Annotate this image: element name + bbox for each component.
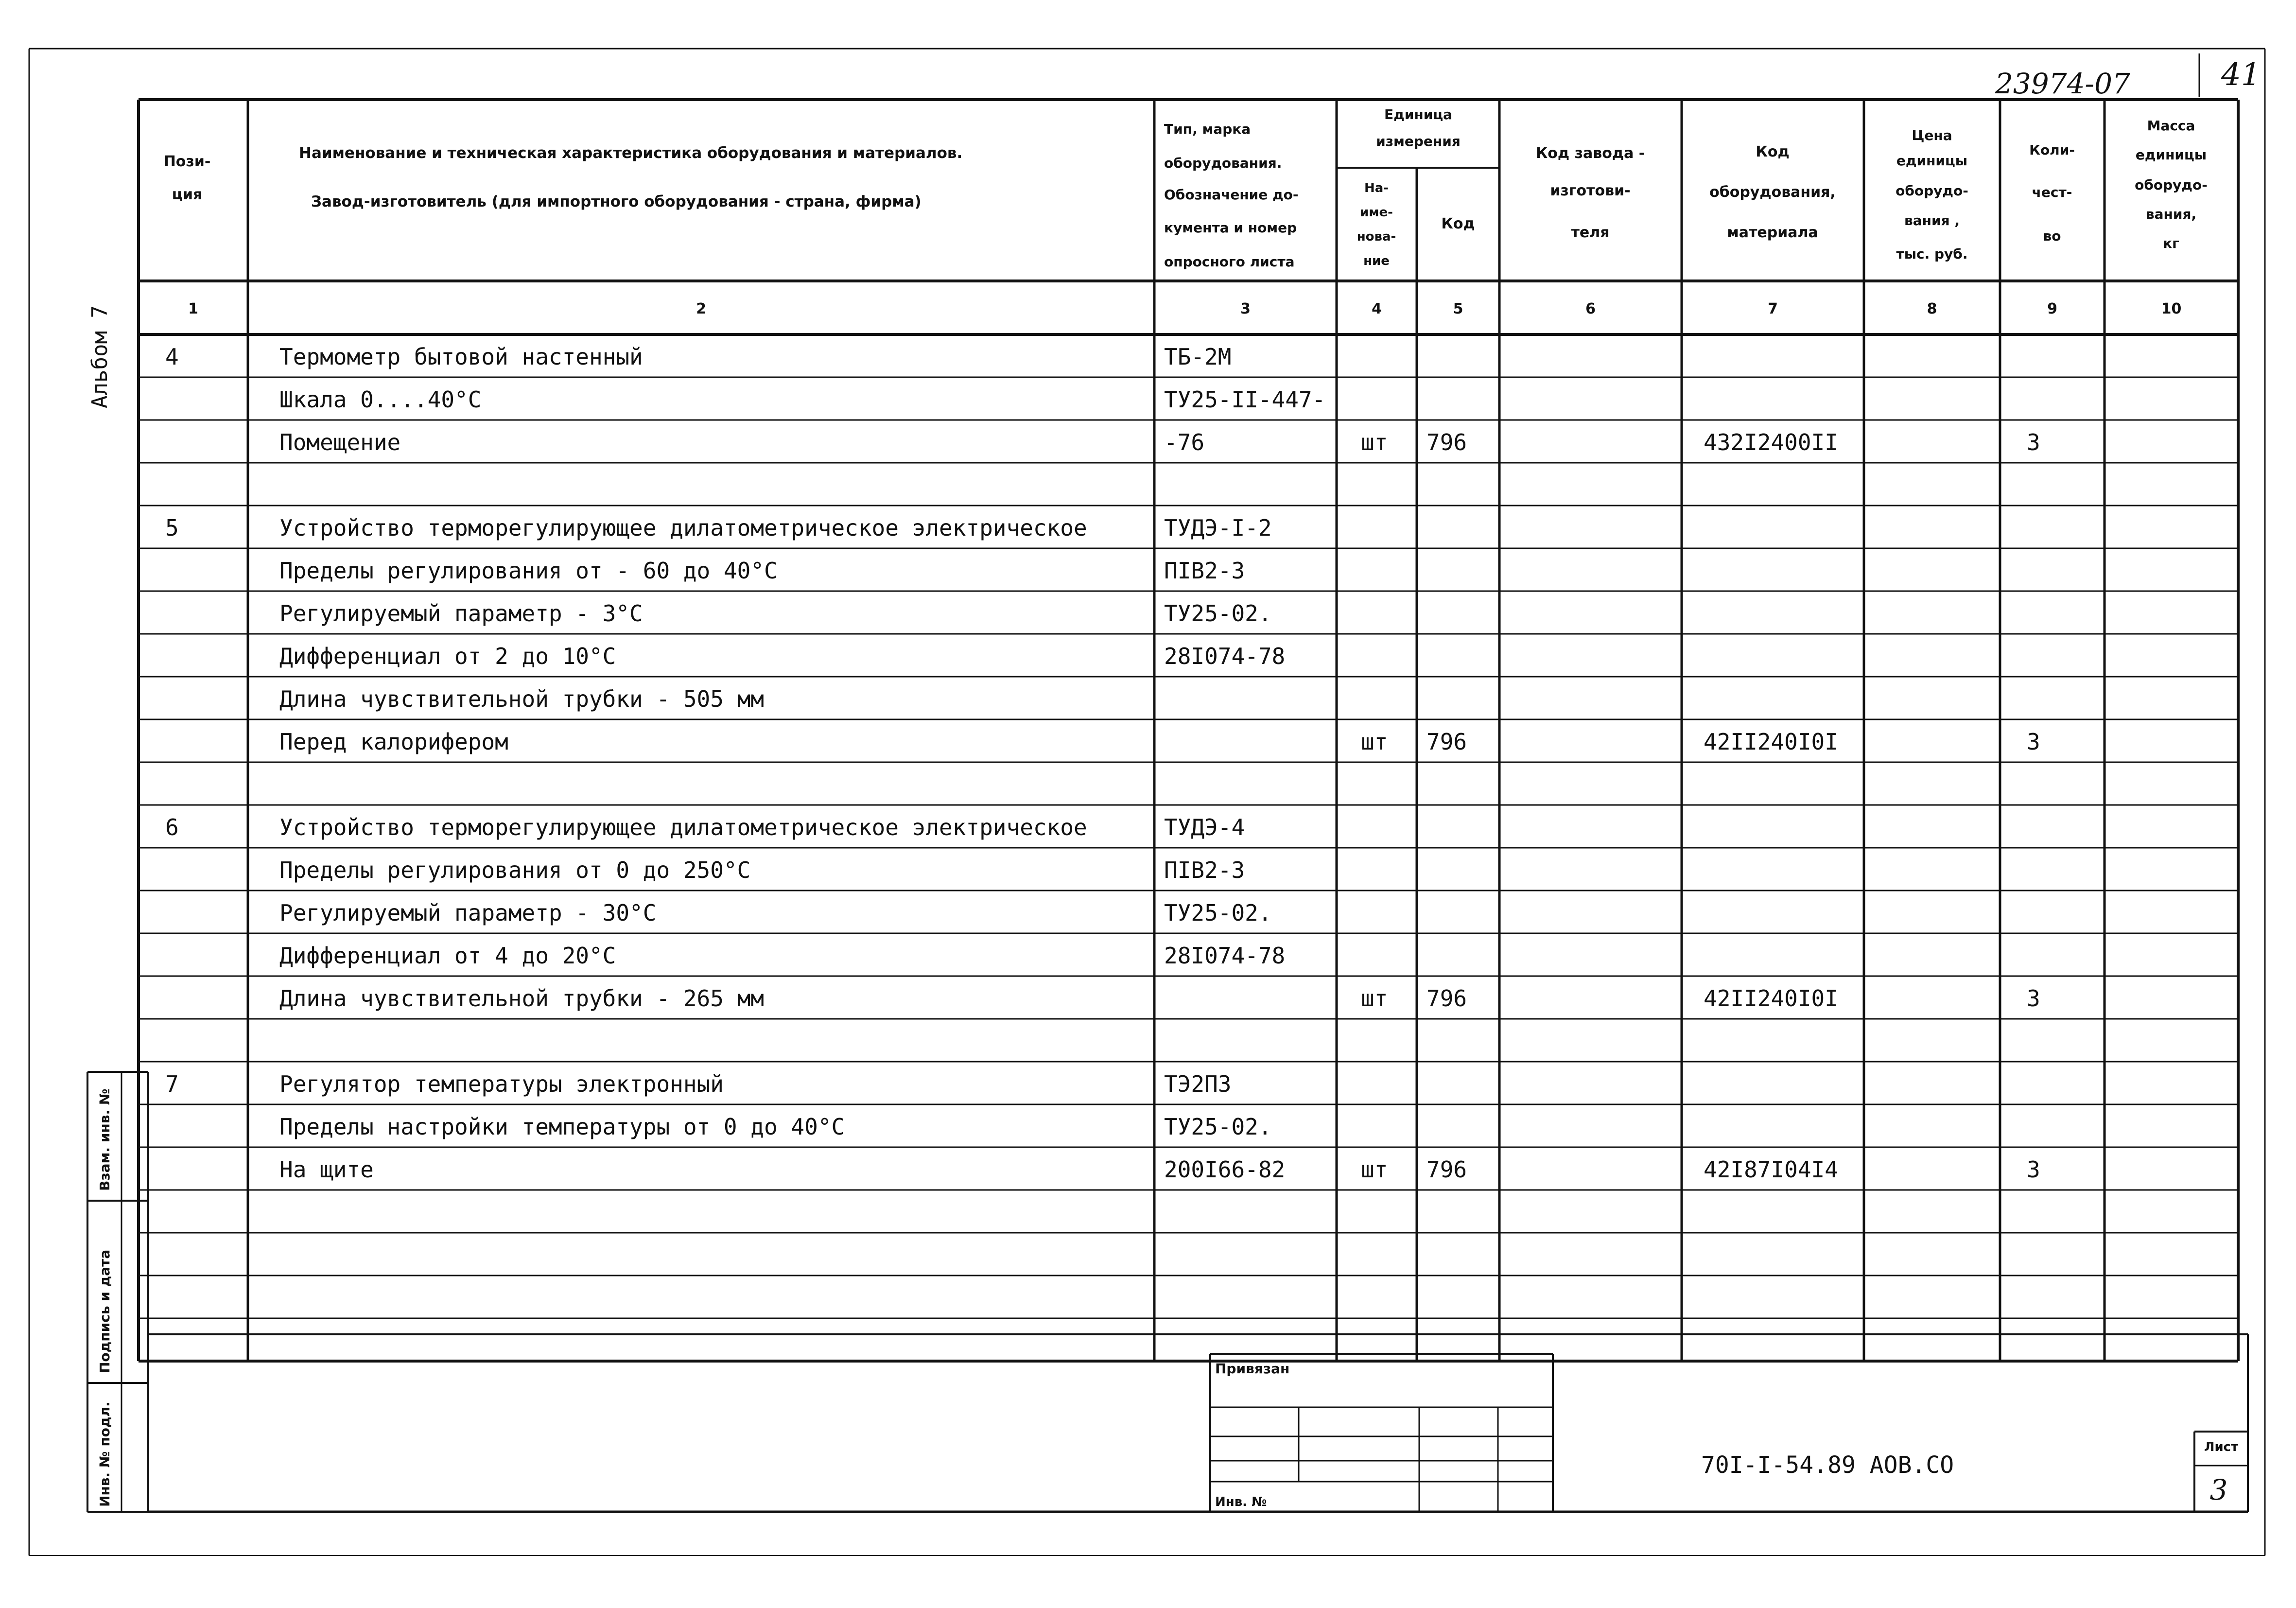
header-factory-code: изготови- [1550,182,1631,199]
album-label: Альбом 7 [87,305,112,408]
row-type: ТУ25-02. [1164,600,1272,627]
row-unit-code: 796 [1426,429,1467,455]
page-number: 41 [2221,57,2261,93]
header-mass: вания, [2145,206,2197,222]
row-name: Дифференциал от 4 до 20°С [279,943,616,969]
stamp-signature-date: Подпись и дата [97,1249,113,1373]
column-number: 1 [188,300,198,317]
row-unit-code: 796 [1426,1156,1467,1183]
row-name: Перед калорифером [279,729,508,755]
column-number: 6 [1585,300,1596,317]
row-name: Термометр бытовой настенный [279,344,643,370]
column-number: 3 [1240,300,1251,317]
row-equipment-code: 42II240I0I [1704,985,1838,1012]
row-type: ТУ25-II-447- [1164,386,1326,413]
header-unit-name: ние [1363,254,1390,268]
header-mass: оборудо- [2135,177,2208,193]
row-name: Длина чувствительной трубки - 265 мм [279,985,764,1012]
row-unit: шт [1361,429,1388,455]
row-unit-code: 796 [1426,729,1467,755]
row-name: Шкала 0....40°С [279,386,482,413]
row-type: ПIВ2-3 [1164,558,1245,584]
sheet-number: 3 [2209,1473,2228,1506]
stamp-original-inventory: Инв. № подл. [97,1401,113,1507]
header-quantity: во [2043,228,2061,244]
row-name: Пределы регулирования от 0 до 250°С [279,857,751,883]
row-name: Пределы настройки температуры от 0 до 40°С [279,1114,845,1140]
row-unit: шт [1361,1156,1388,1183]
row-unit: шт [1361,729,1388,755]
row-type: ПIВ2-3 [1164,857,1245,883]
row-name: На щите [279,1156,374,1183]
header-name: Завод-изготовитель (для импортного оборудования - страна, фирма) [311,193,922,210]
row-type: ТУДЭ-4 [1164,814,1245,840]
row-name: Пределы регулирования от - 60 до 40°С [279,558,778,584]
row-unit-code: 796 [1426,985,1467,1012]
row-quantity: 3 [2027,429,2040,455]
header-unit-name: На- [1364,181,1389,195]
column-number: 7 [1768,300,1778,317]
stamp-replaced-inventory: Взам. инв. № [97,1088,113,1191]
row-type: 28I074-78 [1164,643,1286,669]
row-type: 28I074-78 [1164,943,1286,969]
row-type: -76 [1164,429,1205,455]
header-position: ция [172,186,203,203]
inventory-label: Инв. № [1215,1495,1267,1509]
row-type: ТЭ2ПЗ [1164,1071,1232,1097]
row-name: Устройство терморегулирующее дилатометрическое электрическое [279,515,1087,541]
header-unit-name: име- [1360,205,1393,220]
row-type: ТУДЭ-I-2 [1164,515,1272,541]
column-number: 9 [2047,300,2057,317]
header-unit-code: Код [1441,215,1475,232]
row-equipment-code: 42I87I04I4 [1704,1156,1838,1183]
row-equipment-code: 42II240I0I [1704,729,1838,755]
row-position: 4 [165,344,179,370]
attached-label: Привязан [1215,1361,1290,1377]
header-type: опросного листа [1164,254,1295,270]
header-type: Тип, марка [1164,121,1251,137]
row-equipment-code: 432I2400II [1704,429,1838,455]
column-number: 5 [1453,300,1463,317]
header-equipment-code: оборудования, [1709,184,1836,201]
header-price: оборудо- [1896,183,1968,199]
archive-number: 23974-07 [1995,67,2130,100]
header-type: кумента и номер [1164,220,1297,236]
header-position: Пози- [163,153,211,170]
column-number: 2 [696,300,706,317]
header-mass: Масса [2147,118,2195,134]
header-unit: Единица [1384,106,1452,122]
header-price: единицы [1896,153,1968,169]
row-type: ТУ25-02. [1164,1114,1272,1140]
row-name: Длина чувствительной трубки - 505 мм [279,686,764,712]
header-equipment-code: Код [1756,143,1790,160]
header-price: тыс. руб. [1896,246,1968,262]
header-factory-code: Код завода - [1535,145,1645,162]
header-type: Обозначение до- [1164,187,1299,203]
header-mass: единицы [2135,147,2207,163]
row-name: Регулируемый параметр - 30°С [279,900,657,926]
column-number: 10 [2161,300,2182,317]
header-price: Цена [1912,127,1952,143]
header-factory-code: теля [1571,224,1610,241]
row-type: 200I66-82 [1164,1156,1286,1183]
row-position: 6 [165,814,179,840]
row-name: Регулятор температуры электронный [279,1071,724,1097]
row-position: 7 [165,1071,179,1097]
row-name: Регулируемый параметр - 3°С [279,600,643,627]
row-type: ТБ-2М [1164,344,1232,370]
header-quantity: чест- [2032,184,2072,200]
row-quantity: 3 [2027,729,2040,755]
row-quantity: 3 [2027,1156,2040,1183]
row-quantity: 3 [2027,985,2040,1012]
column-number: 8 [1927,300,1937,317]
row-unit: шт [1361,985,1388,1012]
header-price: вания , [1904,212,1960,228]
row-name: Дифференциал от 2 до 10°С [279,643,616,669]
sheet-label: Лист [2204,1440,2239,1454]
header-mass: кг [2163,235,2179,251]
row-type: ТУ25-02. [1164,900,1272,926]
header-unit-name: нова- [1357,229,1396,244]
row-name: Устройство терморегулирующее дилатометрическое электрическое [279,814,1087,840]
header-equipment-code: материала [1727,224,1818,241]
header-name: Наименование и техническая характеристика оборудования и материалов. [299,144,963,162]
row-position: 5 [165,515,179,541]
row-name: Помещение [279,429,401,455]
header-quantity: Коли- [2029,142,2075,158]
document-code: 70I-I-54.89 АОВ.СО [1701,1451,1954,1479]
header-unit: измерения [1376,133,1461,149]
column-number: 4 [1372,300,1382,317]
header-type: оборудования. [1164,155,1282,171]
